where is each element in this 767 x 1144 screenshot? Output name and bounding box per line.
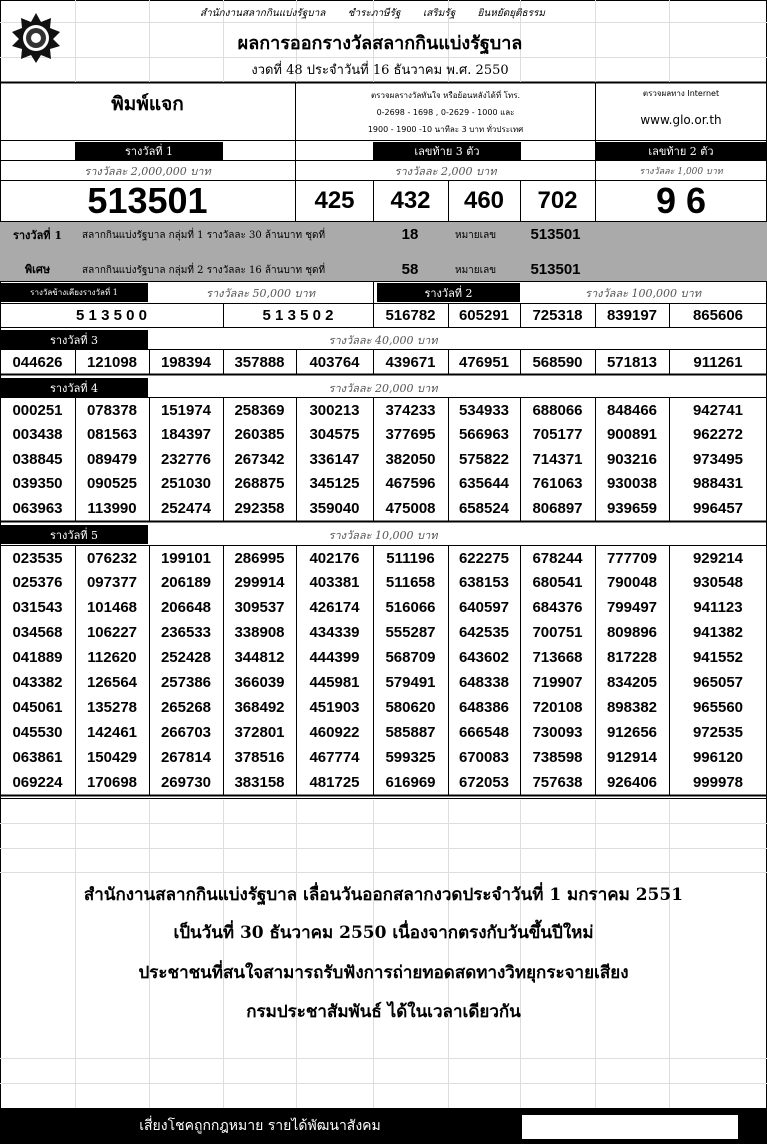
prize5-number: 206189 [160, 574, 212, 592]
prize5-grid [0, 546, 767, 795]
prize2-label: รางวัลที่ 2 [377, 283, 520, 302]
prize4-number: 260385 [234, 426, 285, 444]
first-prize-amount: รางวัลละ 2,000,000 บาท [84, 164, 211, 178]
prize5-number: 309537 [234, 599, 285, 617]
prize3-number: 911261 [693, 353, 743, 371]
prize4-number: 000251 [12, 401, 63, 419]
prize5-number: 648338 [458, 674, 510, 691]
prize2-amount: รางวัลละ 100,000 บาท [585, 286, 701, 300]
prize3-number: 568590 [532, 353, 583, 371]
last2-amount: รางวัลละ 1,000 บาท [639, 166, 723, 177]
prize5-number: 170698 [86, 773, 138, 791]
prize3-row [0, 350, 767, 374]
prize5-number: 142461 [86, 723, 138, 741]
prize5-number: 670083 [458, 748, 510, 766]
prize5-number: 777709 [606, 549, 658, 567]
prize5-number: 299914 [234, 574, 285, 592]
prize5-number: 383158 [234, 773, 285, 791]
prize5-number: 568709 [385, 649, 436, 667]
prize5-number: 045061 [12, 698, 63, 716]
prize4-number: 996457 [692, 499, 744, 517]
prize5-number: 929214 [692, 549, 744, 567]
phone-info [296, 84, 595, 140]
prize5-number: 112620 [87, 649, 137, 667]
prize5-number: 941552 [692, 649, 744, 667]
prize2-number: 516782 [385, 307, 436, 324]
prize5-number: 678244 [532, 549, 583, 567]
website-link[interactable]: www.glo.or.th [640, 113, 722, 127]
prize5-number: 045530 [12, 723, 63, 741]
prize4-number: 705177 [532, 426, 583, 444]
prize5-number: 031543 [12, 599, 63, 617]
prize5-number: 445981 [309, 674, 360, 691]
notice-line: ประชาชนที่สนใจสามารถรับฟังการถ่ายทอดสดทางวิทยุกระจายเสียง [138, 962, 629, 983]
last3-number: 460 [463, 187, 505, 214]
special-row2-set: 58 [401, 260, 419, 278]
prize5-number: 426174 [309, 599, 360, 617]
prize4-number: 930038 [606, 475, 658, 493]
near-first-number: 5 1 3 5 0 0 [76, 307, 147, 324]
prize5-number: 025376 [12, 574, 63, 592]
first-prize-number: 513501 [87, 180, 208, 221]
prize5-label: รางวัลที่ 5 [0, 525, 148, 544]
prize3-amount: รางวัลละ 40,000 บาท [328, 333, 438, 347]
prize4-number: 184397 [160, 426, 212, 444]
last3-amount: รางวัลละ 2,000 บาท [394, 164, 497, 178]
last2-number: 9 6 [655, 180, 707, 221]
prize5-number: 930548 [692, 574, 744, 592]
prize5-number: 516066 [385, 599, 436, 617]
last3-number: 432 [390, 187, 431, 214]
prize5-number: 579491 [385, 674, 436, 691]
prize5-number: 809896 [606, 624, 658, 642]
prize4-number: 267342 [234, 450, 285, 468]
prize5-number: 257386 [160, 674, 212, 691]
prize2-number: 865606 [692, 307, 744, 324]
prize5-number: 648386 [458, 698, 510, 716]
prize3-number: 571813 [606, 353, 658, 371]
prize4-number: 566963 [458, 426, 510, 444]
prize4-number: 038845 [12, 450, 63, 468]
prize3-number: 044626 [12, 353, 63, 371]
prize5-number: 076232 [86, 549, 138, 567]
prize4-grid [0, 398, 767, 521]
prize5-number: 269730 [160, 773, 212, 791]
prize5-number: 757638 [532, 773, 583, 791]
last3-number: 425 [314, 187, 355, 214]
special-row2-desc: สลากกินแบ่งรัฐบาล กลุ่มที่ 2 รางวัลละ 16 ล้านบาท ชุดที่ [82, 265, 326, 276]
prize5-number: 368492 [234, 698, 285, 716]
prize4-number: 252474 [160, 499, 212, 517]
prize5-number: 580620 [385, 698, 436, 716]
prize4-number: 848466 [606, 401, 658, 419]
prize5-number: 344812 [234, 649, 285, 667]
prize5-number: 719907 [532, 674, 583, 691]
prize4-number: 081563 [86, 426, 138, 444]
page-title: ผลการออกรางวัลสลากกินแบ่งรัฐบาล [237, 32, 523, 54]
prize4-number: 113990 [87, 499, 137, 517]
prize4-number: 003438 [12, 426, 63, 444]
special-row2-no-label: หมายเลข [455, 265, 497, 276]
prize5-number: 555287 [385, 624, 436, 642]
prize4-number: 973495 [692, 450, 744, 468]
prize5-number: 622275 [458, 549, 510, 567]
prize5-number: 366039 [234, 674, 285, 691]
agency-4: ยินหยัดยุติธรรม [477, 7, 545, 19]
prize5-number: 106227 [86, 624, 138, 642]
prize4-number: 039350 [12, 475, 63, 493]
prize4-number: 635644 [458, 475, 510, 493]
special-row1-desc: สลากกินแบ่งรัฐบาล กลุ่มที่ 1 รางวัลละ 30 ล้านบาท ชุดที่ [82, 230, 326, 241]
prize5-number: 642535 [458, 624, 510, 642]
prize4-number: 900891 [606, 426, 658, 444]
prize4-number: 377695 [385, 426, 436, 444]
prize5-number: 206648 [160, 599, 212, 617]
prize5-number: 834205 [606, 674, 658, 691]
prize5-number: 150429 [86, 748, 138, 766]
prize5-number: 451903 [309, 698, 360, 716]
prize4-number: 475008 [385, 499, 436, 517]
prize3-number: 198394 [160, 353, 212, 371]
prize4-number: 988431 [692, 475, 744, 493]
prize5-amount: รางวัลละ 10,000 บาท [328, 528, 438, 542]
prize4-number: 078378 [86, 401, 138, 419]
prize3-number: 439671 [385, 353, 436, 371]
prize4-number: 300213 [309, 401, 360, 419]
prize5-number: 434339 [309, 624, 360, 642]
prize4-number: 939659 [606, 499, 658, 517]
special-row1-number: 513501 [530, 225, 581, 243]
prize5-number: 684376 [532, 599, 583, 617]
prize4-number: 962272 [692, 426, 744, 444]
near-first-amount: รางวัลละ 50,000 บาท [206, 286, 315, 300]
phone-line-2: 1900 - 1900 -10 นาทีละ 3 บาท ทั่วประเทศ [367, 124, 524, 134]
prize5-number: 713668 [532, 649, 583, 667]
prize4-number: 304575 [309, 426, 360, 444]
prize4-number: 714371 [532, 450, 583, 468]
prize5-number: 640597 [458, 599, 510, 617]
prize2-number: 605291 [458, 307, 510, 324]
prize5-number: 101468 [86, 599, 138, 617]
prize5-number: 680541 [532, 574, 583, 592]
prize5-number: 063861 [12, 748, 63, 766]
prize4-number: 345125 [309, 475, 360, 493]
prize5-number: 252428 [160, 649, 212, 667]
prize5-number: 372801 [234, 723, 285, 741]
prize4-number: 292358 [234, 499, 285, 517]
prize5-number: 720108 [532, 698, 583, 716]
prize5-number: 898382 [606, 698, 658, 716]
prize5-number: 643602 [458, 649, 510, 667]
draw-date: งวดที่ 48 ประจำวันที่ 16 ธันวาคม พ.ศ. 2550 [251, 62, 509, 78]
internet-title: ตรวจผลทาง Internet [642, 88, 720, 98]
near-first-label: รางวัลข้างเคียงรางวัลที่ 1 [0, 283, 148, 302]
agency-1: สำนักงานสลากกินแบ่งรัฐบาล [200, 7, 326, 19]
prize4-number: 761063 [532, 475, 583, 493]
special-row1-no-label: หมายเลข [455, 230, 497, 241]
last3-label: เลขท้าย 3 ตัว [373, 142, 521, 160]
special-row1-set: 18 [401, 225, 419, 243]
prize3-number: 121098 [86, 353, 138, 371]
prize5-number: 912656 [606, 723, 658, 741]
prize5-number: 126564 [86, 674, 138, 691]
prize5-number: 730093 [532, 723, 583, 741]
prize5-number: 738598 [532, 748, 583, 766]
last3-number: 702 [537, 187, 578, 214]
prize5-number: 790048 [606, 574, 658, 592]
prize5-number: 912914 [606, 748, 658, 766]
prize5-number: 585887 [385, 723, 436, 741]
prize4-label: รางวัลที่ 4 [0, 378, 148, 397]
prize5-number: 672053 [458, 773, 510, 791]
special-label-1: รางวัลที่ 1 [12, 229, 63, 242]
prize5-number: 616969 [385, 773, 436, 791]
header [0, 0, 767, 82]
notice-line: สำนักงานสลากกินแบ่งรัฐบาล เลื่อนวันออกสลากงวดประจำวันที่ 1 มกราคม 2551 [83, 884, 684, 905]
prize3-number: 476951 [458, 353, 510, 371]
special-row2-number: 513501 [530, 260, 581, 278]
notice-line: เป็นวันที่ 30 ธันวาคม 2550 เนื่องจากตรงกับวันขึ้นปีใหม่ [173, 922, 594, 943]
prize5-number: 972535 [692, 723, 744, 741]
agency-2: ชำระภาษีรัฐ [347, 7, 401, 19]
prize5-number: 043382 [12, 674, 63, 691]
prize5-number: 266703 [160, 723, 212, 741]
prize5-number: 444399 [309, 649, 360, 667]
footer-slogan: เสี่ยงโชคถูกกฎหมาย รายได้พัฒนาสังคม [139, 1118, 381, 1134]
prize4-number: 467596 [385, 475, 436, 493]
prize5-number: 999978 [692, 773, 744, 791]
prize5-number: 403381 [309, 574, 360, 592]
prize4-number: 090525 [86, 475, 138, 493]
prize5-number: 941123 [693, 599, 743, 617]
prize4-number: 575822 [458, 450, 510, 468]
prize5-number: 236533 [160, 624, 212, 642]
prize4-number: 534933 [458, 401, 510, 419]
prize5-number: 799497 [606, 599, 658, 617]
phone-title: ตรวจผลรางวัลทันใจ หรือย้อนหลังได้ที่ โทร. [370, 90, 521, 100]
prize5-number: 023535 [12, 549, 63, 567]
prize5-number: 599325 [385, 748, 436, 766]
prize3-number: 403764 [309, 353, 360, 371]
prize4-number: 258369 [234, 401, 285, 419]
prize5-number: 481725 [309, 773, 360, 791]
prize5-number: 511196 [386, 549, 435, 567]
notice-line: กรมประชาสัมพันธ์ ได้ในเวลาเดียวกัน [246, 1001, 521, 1022]
special-prize-filler [595, 222, 767, 281]
prize5-number: 069224 [12, 773, 63, 791]
prize4-number: 658524 [458, 499, 510, 517]
near-first-number: 5 1 3 5 0 2 [262, 307, 334, 324]
prize4-number: 903216 [606, 450, 658, 468]
last2-label: เลขท้าย 2 ตัว [596, 142, 766, 160]
agency-3: เสริมรัฐ [422, 7, 456, 19]
emblem-logo [10, 12, 62, 64]
prize5-number: 265268 [160, 698, 212, 716]
footer-blank-box [522, 1115, 738, 1139]
prize5-number: 267814 [160, 748, 212, 766]
prize5-number: 926406 [606, 773, 658, 791]
prize4-number: 336147 [309, 450, 360, 468]
prize5-number: 460922 [309, 723, 360, 741]
prize2-number: 725318 [532, 307, 583, 324]
prize3-label: รางวัลที่ 3 [0, 330, 148, 349]
prize5-number: 511658 [385, 574, 436, 592]
prize5-number: 378516 [234, 748, 285, 766]
prize5-number: 338908 [234, 624, 285, 642]
prize5-number: 097377 [86, 574, 138, 592]
prize5-number: 638153 [458, 574, 510, 592]
prize5-number: 817228 [606, 649, 658, 667]
prize5-number: 666548 [458, 723, 510, 741]
prize4-number: 374233 [385, 401, 436, 419]
prize4-number: 382050 [385, 450, 436, 468]
agency-line [200, 6, 545, 20]
prize3-number: 357888 [234, 353, 285, 371]
prize5-number: 941382 [692, 624, 744, 642]
print-label: พิมพ์แจก [111, 93, 184, 115]
prize5-number: 286995 [234, 549, 285, 567]
prize5-number: 965057 [692, 674, 744, 691]
prize5-number: 199101 [160, 549, 212, 567]
special-label-2: พิเศษ [24, 263, 51, 276]
prize2-number: 839197 [606, 307, 658, 324]
prize5-number: 402176 [309, 549, 360, 567]
prize4-number: 688066 [532, 401, 583, 419]
prize5-number: 700751 [532, 624, 583, 642]
prize4-number: 151974 [160, 401, 212, 419]
first-prize-label: รางวัลที่ 1 [75, 142, 223, 160]
prize4-number: 359040 [309, 499, 360, 517]
prize4-number: 806897 [532, 499, 583, 517]
prize4-number: 232776 [160, 450, 212, 468]
phone-line-1: 0-2698 - 1698 , 0-2629 - 1000 และ [376, 107, 515, 117]
prize5-number: 034568 [12, 624, 63, 642]
prize5-number: 041889 [12, 649, 63, 667]
prize5-number: 965560 [692, 698, 744, 716]
prize4-number: 942741 [692, 401, 744, 419]
prize4-number: 251030 [160, 475, 212, 493]
prize4-amount: รางวัลละ 20,000 บาท [328, 381, 438, 395]
prize5-number: 467774 [309, 748, 360, 766]
prize5-number: 135278 [86, 698, 138, 716]
prize4-number: 089479 [86, 450, 138, 468]
prize4-number: 268875 [234, 475, 285, 493]
prize5-number: 996120 [692, 748, 744, 766]
prize4-number: 063963 [12, 499, 63, 517]
